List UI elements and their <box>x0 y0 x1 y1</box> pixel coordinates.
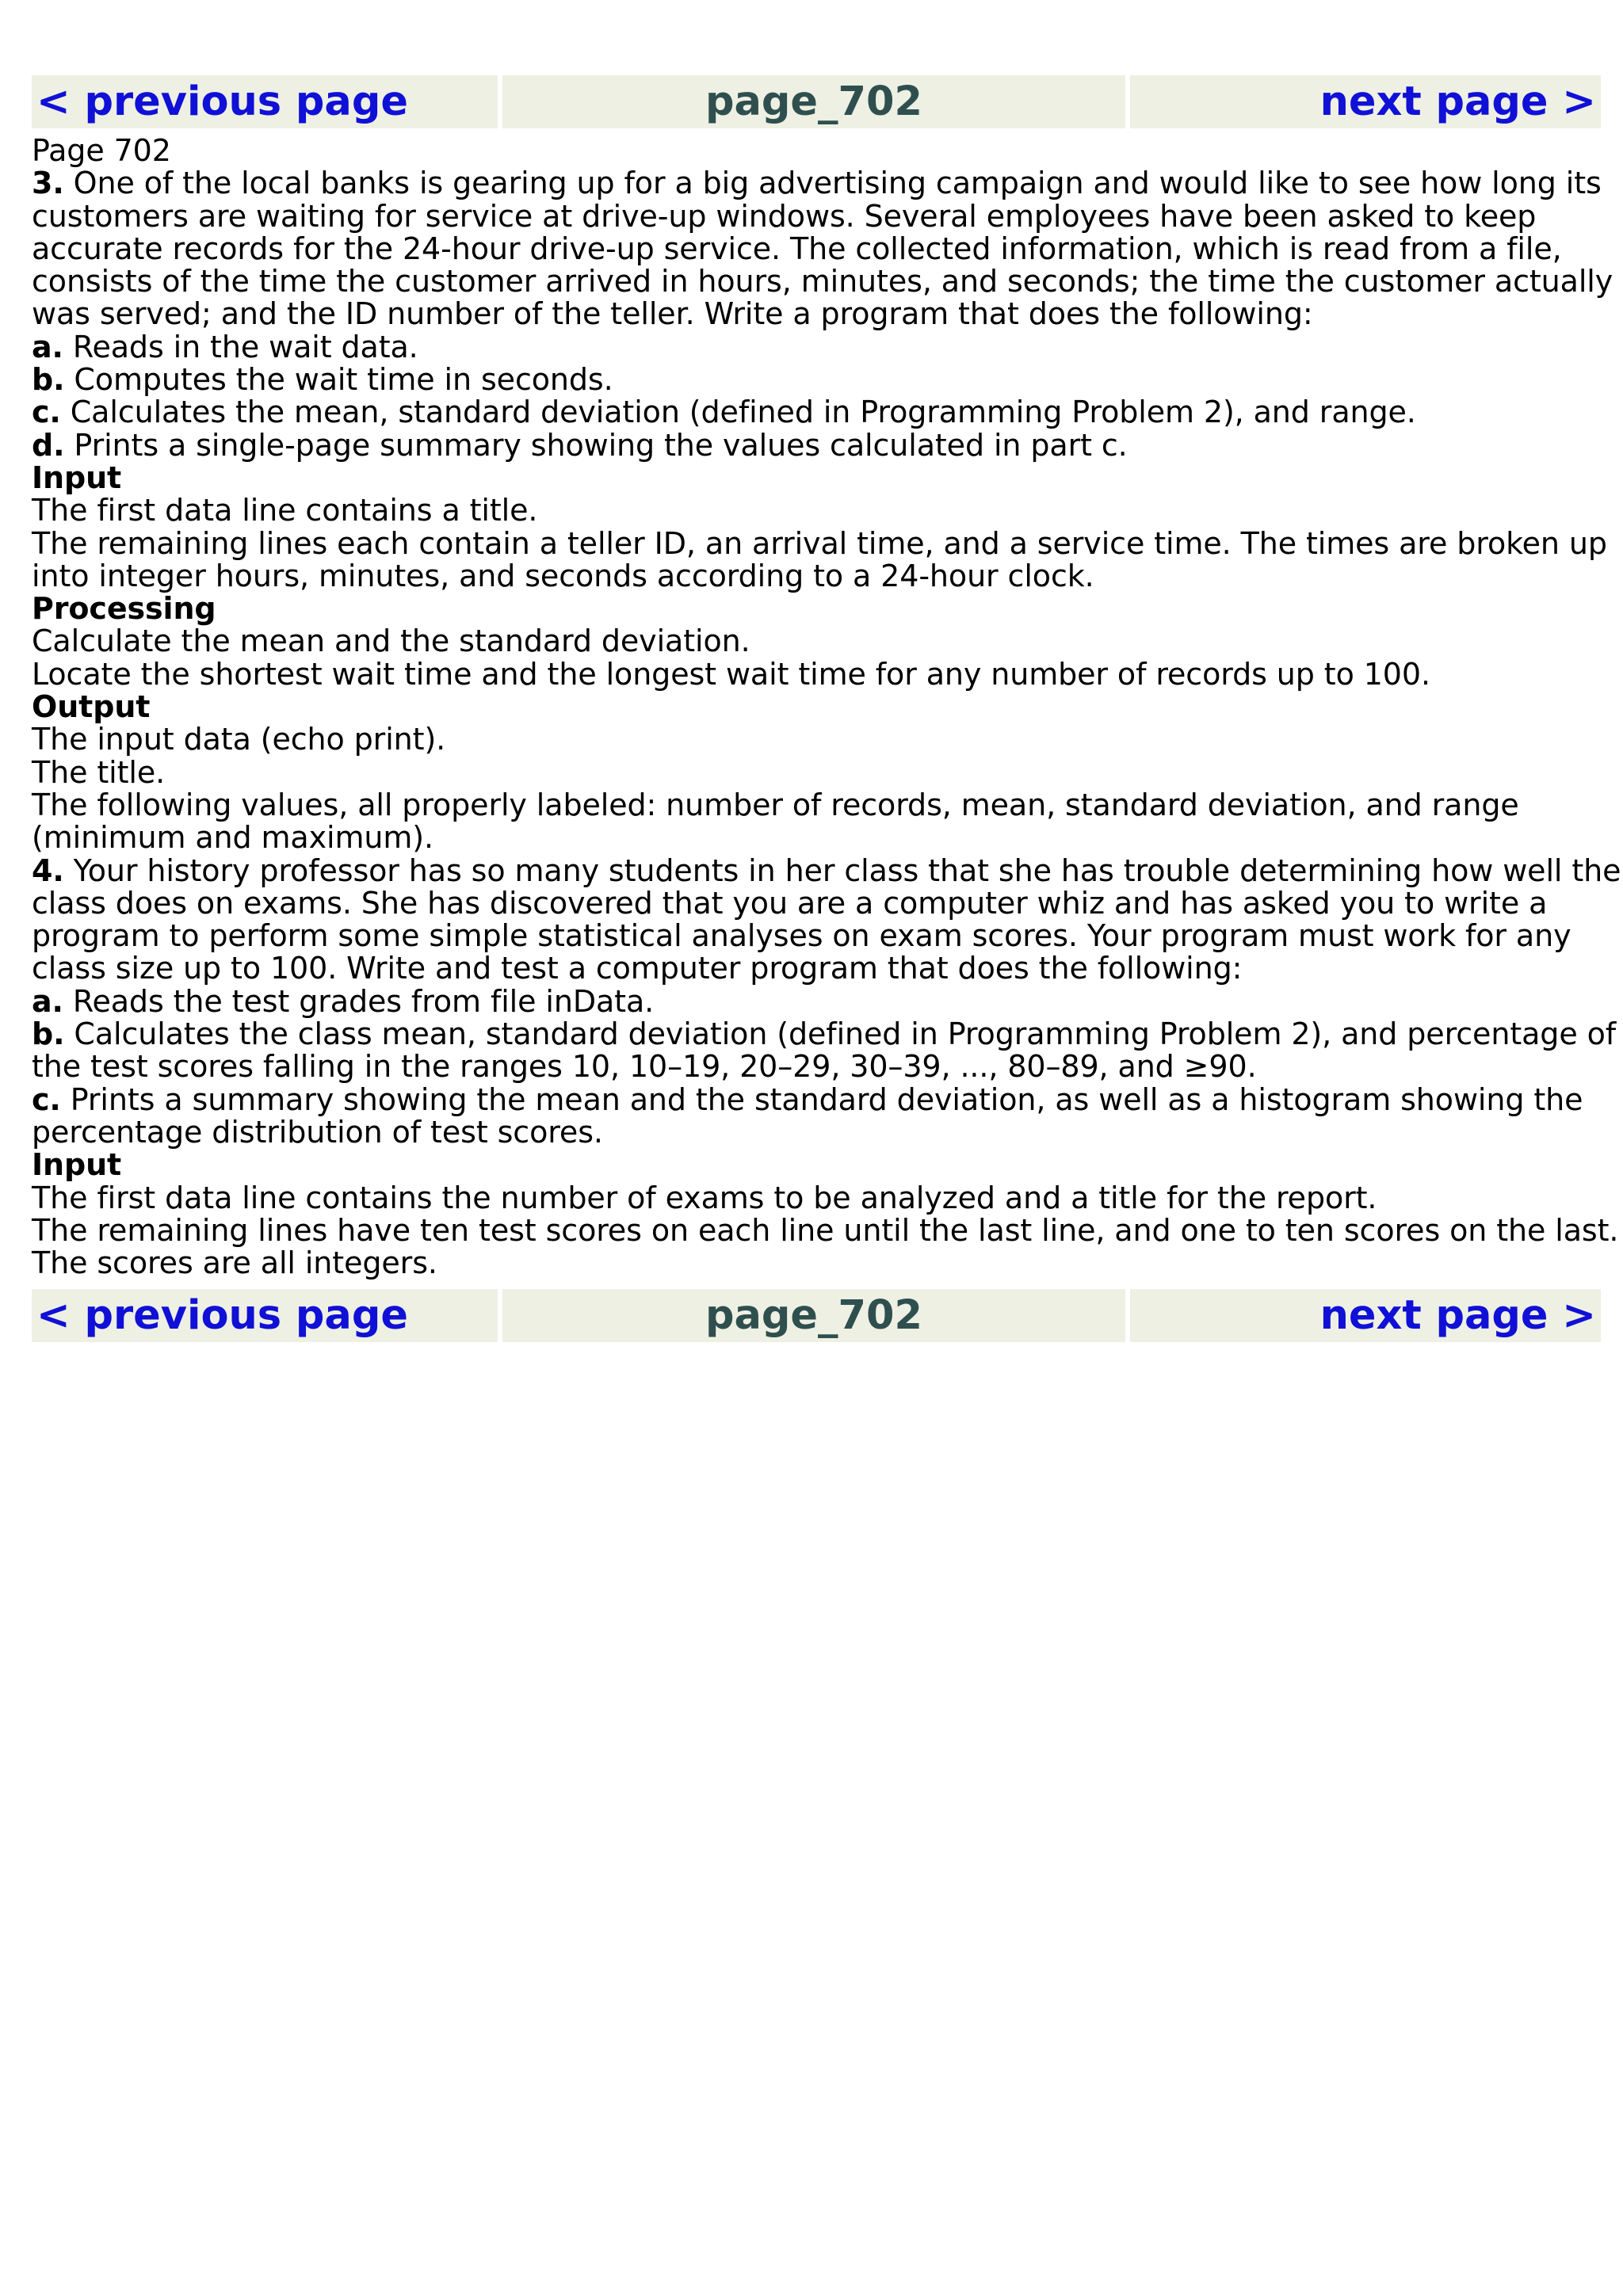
output-text-line: The following values, all properly labeled: number of records, mean, standard deviation, and range <box>32 787 1519 822</box>
processing-text-line: Calculate the mean and the standard deviation. <box>32 624 750 659</box>
output-heading: Output <box>32 689 151 725</box>
problem-3-intro-line: accurate records for the 24-hour drive-up service. The collected information, which is read from a file, <box>32 231 1562 266</box>
input-text-line: The first data line contains the number of exams to be analyzed and a title for the report. <box>32 1180 1377 1215</box>
problem-3-step-d <box>32 429 1601 462</box>
step-letter: a. <box>32 329 63 364</box>
page <box>32 75 1621 1342</box>
next-page-link[interactable]: next page > <box>1130 1289 1601 1342</box>
processing-text-line: Locate the shortest wait time and the longest wait time for any number of records up to 100. <box>32 656 1430 692</box>
problem-number: 3. <box>32 166 64 201</box>
step-letter: d. <box>32 427 65 463</box>
step-text: Computes the wait time in seconds. <box>64 362 613 398</box>
input-heading: Input <box>32 1147 122 1183</box>
problem-number: 4. <box>32 852 64 888</box>
step-text: Calculates the mean, standard deviation (defined in Programming Problem 2), and range. <box>60 395 1416 430</box>
output-text-line: The input data (echo print). <box>32 722 446 757</box>
problem-3-intro-line: consists of the time the customer arrived in hours, minutes, and seconds; the time the customer actually <box>32 264 1613 299</box>
step-text: Reads in the wait data. <box>63 329 418 364</box>
step-letter: c. <box>32 395 61 430</box>
step-text: Prints a single-page summary showing the values calculated in part c. <box>64 427 1128 463</box>
problem-4-step-a <box>32 983 1601 1019</box>
page-id-label: page_702 <box>502 1289 1125 1342</box>
input-text-line: The scores are all integers. <box>32 1245 437 1281</box>
paragraph-text: Your history professor has so many students in her class that she has trouble determining how well the <box>63 852 1621 888</box>
paragraph-text: One of the local banks is gearing up for a big advertising campaign and would like to see how long its <box>63 166 1602 201</box>
next-page-link[interactable]: next page > <box>1130 75 1601 128</box>
problem-3-step-a <box>32 331 1601 364</box>
problem-4-step-c-cont: percentage distribution of test scores. <box>32 1114 603 1150</box>
input-text-line: into integer hours, minutes, and seconds according to a 24-hour clock. <box>32 558 1094 593</box>
problem-4-step-c <box>32 1081 1601 1117</box>
page-content <box>32 133 1621 1281</box>
page-id-label: page_702 <box>502 75 1125 128</box>
step-text: Reads the test grades from file inData. <box>63 983 655 1019</box>
input-text-line: The first data line contains a title. <box>32 493 538 528</box>
problem-3-intro-line <box>32 167 1601 200</box>
step-letter: b. <box>32 1016 65 1052</box>
problem-4-intro-line: class size up to 100. Write and test a computer program that does the following: <box>32 951 1243 986</box>
previous-page-link[interactable]: < previous page <box>32 75 498 128</box>
step-text: Calculates the class mean, standard deviation (defined in Programming Problem 2), and percentage of <box>64 1016 1617 1052</box>
step-text: Prints a summary showing the mean and the standard deviation, as well as a histogram showing the <box>60 1081 1583 1117</box>
step-letter: c. <box>32 1081 61 1117</box>
problem-4-intro-line: program to perform some simple statistical analyses on exam scores. Your program must work for any <box>32 918 1571 954</box>
bottom-nav-bar <box>32 1289 1601 1342</box>
output-text-line: The title. <box>32 754 166 790</box>
step-letter: a. <box>32 983 63 1019</box>
problem-3-intro-line: was served; and the ID number of the teller. Write a program that does the following: <box>32 296 1313 332</box>
input-heading: Input <box>32 460 122 495</box>
problem-4-intro-line <box>32 852 1621 888</box>
input-text-line: The remaining lines each contain a teller ID, an arrival time, and a service time. The times are broken up <box>32 525 1607 561</box>
problem-3-intro-line: customers are waiting for service at drive-up windows. Several employees have been asked to keep <box>32 198 1537 234</box>
problem-4-step-b-cont: the test scores falling in the ranges 10, 10–19, 20–29, 30–39, ..., 80–89, and ≥90. <box>32 1049 1257 1085</box>
problem-3-step-b <box>32 364 1601 396</box>
step-letter: b. <box>32 362 65 398</box>
input-text-line: The remaining lines have ten test scores on each line until the last line, and one to ten scores on the last. <box>32 1212 1619 1248</box>
top-nav-bar <box>32 75 1601 128</box>
processing-heading: Processing <box>32 591 216 627</box>
previous-page-link[interactable]: < previous page <box>32 1289 498 1342</box>
page-number-label: Page 702 <box>32 133 171 168</box>
problem-3-step-c <box>32 396 1601 429</box>
problem-4-intro-line: class does on exams. She has discovered that you are a computer whiz and has asked you to write a <box>32 885 1548 921</box>
problem-4-step-b <box>32 1016 1617 1052</box>
output-text-line: (minimum and maximum). <box>32 820 433 856</box>
